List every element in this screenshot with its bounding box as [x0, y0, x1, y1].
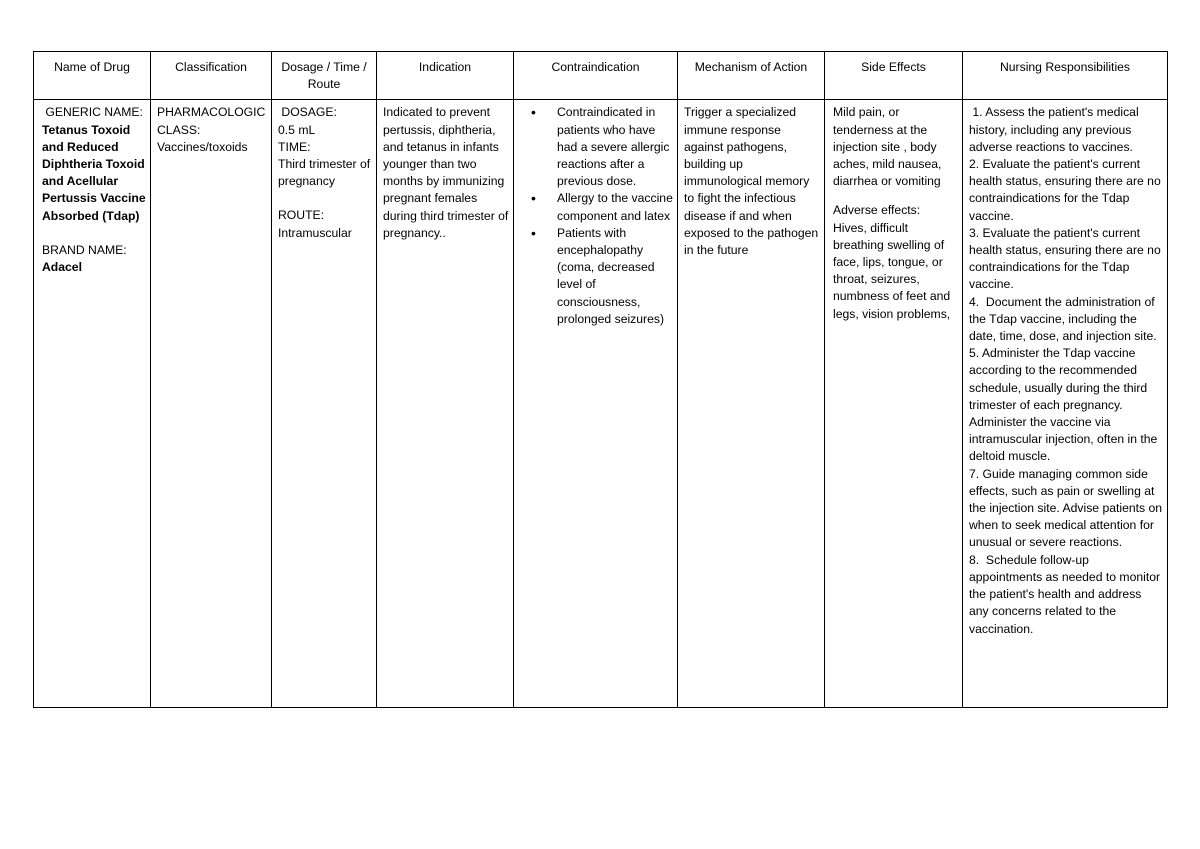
drug-study-table	[33, 51, 1168, 708]
route-value: Intramuscular	[278, 225, 352, 240]
cell-side-effects	[825, 100, 963, 708]
header-indication: Indication	[377, 52, 514, 100]
nursing-item: 3. Evaluate the patient's current health status, ensuring there are no contraindications for the Tdap vaccine.	[969, 225, 1161, 292]
nursing-item: 4. Document the administration of the Tdap vaccine, including the date, time, dose, and injection site.	[969, 294, 1159, 344]
mechanism-text: Trigger a specialized immune response against pathogens, building up immunological memory to fight the infectious disease if and when exposed to the pathogen in the future	[684, 105, 819, 258]
contraindication-list	[518, 104, 673, 328]
classification-value: Vaccines/toxoids	[157, 139, 248, 154]
brand-name-label: BRAND NAME:	[42, 242, 127, 257]
dosage-value: 0.5 mL	[278, 122, 316, 137]
generic-name-label: GENERIC NAME:	[42, 105, 143, 120]
generic-name-value: Tetanus Toxoid and Reduced Diphtheria Toxoid and Acellular Pertussis Vaccine Absorbed (Tdap)	[42, 122, 146, 223]
cell-classification	[151, 100, 272, 708]
dosage-label: DOSAGE:	[278, 105, 337, 120]
nursing-item: 8. Schedule follow-up appointments as needed to monitor the patient's health and address any concerns related to the vaccination.	[969, 552, 1164, 636]
adverse-effects-label: Adverse effects:	[833, 203, 921, 218]
cell-name-of-drug	[34, 100, 151, 708]
header-contraindication: Contraindication	[514, 52, 678, 100]
header-mechanism: Mechanism of Action	[678, 52, 825, 100]
cell-indication	[377, 100, 514, 708]
header-name-of-drug: Name of Drug	[34, 52, 151, 100]
header-row	[34, 52, 1168, 100]
contraindication-item: • Allergy to the vaccine component and latex	[541, 190, 673, 224]
route-label: ROUTE:	[278, 208, 325, 223]
cell-contraindication	[514, 100, 678, 708]
header-classification: Classification	[151, 52, 272, 100]
contraindication-item: • Contraindicated in patients who have had a severe allergic reactions after a previous dose.	[541, 104, 673, 190]
cell-mechanism	[678, 100, 825, 708]
cell-nursing-responsibilities	[963, 100, 1168, 708]
nursing-item: 1. Assess the patient's medical history, including any previous adverse reactions to vaccines.	[969, 105, 1143, 154]
contraindication-item: • Patients with encephalopathy (coma, decreased level of consciousness, prolonged seizures)	[541, 225, 673, 328]
brand-name-value: Adacel	[42, 260, 82, 275]
header-dosage: Dosage / Time / Route	[272, 52, 377, 100]
adverse-effects-text: Hives, difficult breathing swelling of face, lips, tongue, or throat, seizures, numbness of feet and legs, vision problems,	[833, 220, 951, 321]
drug-row	[34, 100, 1168, 708]
header-side-effects: Side Effects	[825, 52, 963, 100]
cell-dosage	[272, 100, 377, 708]
nursing-item: 2. Evaluate the patient's current health status, ensuring there are no contraindications for the Tdap vaccine.	[969, 157, 1161, 223]
classification-label: PHARMACOLOGIC CLASS:	[157, 105, 266, 137]
time-value: Third trimester of pregnancy	[278, 157, 371, 189]
header-nursing-responsibilities: Nursing Responsibilities	[963, 52, 1168, 100]
nursing-item: 7. Guide managing common side effects, such as pain or swelling at the injection site. Advise patients on when to seek medical attention for unusual or severe reactions.	[969, 466, 1163, 550]
time-label: TIME:	[278, 139, 311, 154]
indication-text: Indicated to prevent pertussis, diphtheria, and tetanus in infants younger than two months by immunizing pregnant females during third trimester of pregnancy..	[383, 105, 509, 240]
nursing-item: 5. Administer the Tdap vaccine according to the recommended schedule, usually during the third trimester of each pregnancy. Administer the vaccine via intramuscular injection, often in the deltoid muscle.	[969, 346, 1158, 464]
side-effects-common: Mild pain, or tenderness at the injection site , body aches, mild nausea, diarrhea or vomiting	[833, 105, 942, 189]
